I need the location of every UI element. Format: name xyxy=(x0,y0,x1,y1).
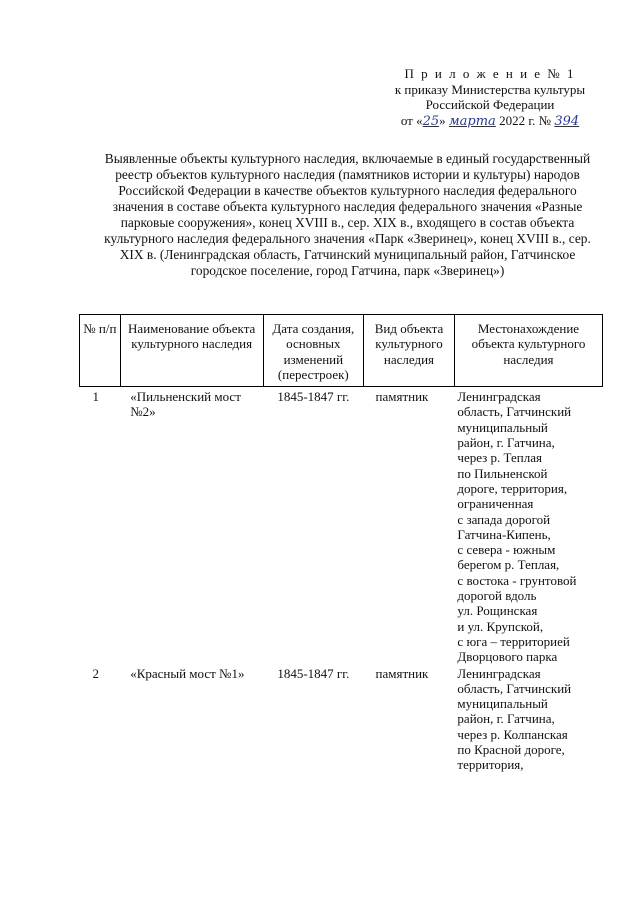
table-header-row xyxy=(80,315,603,387)
location-line: ограниченная xyxy=(457,496,534,512)
order-month-handwritten: марта xyxy=(448,113,496,129)
object-kind: памятник xyxy=(375,665,429,681)
object-name: «Красный мост №1» xyxy=(130,665,245,681)
order-number-handwritten: 394 xyxy=(554,113,580,129)
location-line: Ленинградская xyxy=(457,665,541,681)
location-line: дорогой вдоль xyxy=(457,588,537,604)
location-line: по Красной дороге, xyxy=(457,742,565,758)
order-mid: » xyxy=(439,112,449,128)
appendix-label: П р и л о ж е н и е № 1 xyxy=(404,66,576,81)
object-date: 1845-1847 гг. xyxy=(277,665,350,681)
object-location xyxy=(454,387,602,666)
location-line: и ул. Крупской, xyxy=(457,618,544,634)
order-date-number xyxy=(380,113,600,130)
appendix-order-ref: к приказу Министерства культуры xyxy=(394,81,586,97)
location-line: дороге, территория, xyxy=(457,480,568,496)
row-number: 2 xyxy=(92,665,99,681)
object-location xyxy=(454,666,602,774)
location-line: область, Гатчинский xyxy=(457,680,572,696)
appendix-header xyxy=(380,66,600,129)
location-line: через р. Теплая xyxy=(457,450,542,466)
location-line: муниципальный xyxy=(457,419,548,435)
header-name: Наименование объекта культурного наследия xyxy=(120,315,263,387)
table-row xyxy=(80,387,603,666)
heritage-objects-table xyxy=(79,314,603,774)
order-day-handwritten: 25 xyxy=(422,113,440,129)
header-location: Местонахождение объекта культурного наследия xyxy=(454,315,602,387)
location-line: по Пильненской xyxy=(457,465,548,481)
location-line: район, г. Гатчина, xyxy=(457,435,555,451)
location-line: с севера - южным xyxy=(457,542,556,558)
location-line: район, г. Гатчина, xyxy=(457,711,555,727)
location-line: с востока - грунтовой xyxy=(457,572,577,588)
location-line: Дворцового парка xyxy=(457,649,558,665)
document-title: Выявленные объекты культурного наследия, включаемые в единый государственный реестр объектов культурного наследия (памятников истории и культуры) народов Российской Федерации в качестве объектов культурного наследия федерального значения в составе объекта культурного наследия федерального значения «Разные парковые сооружения», конец XVIII в., сер. XIX в., входящего в состав объекта культурного наследия федерального значения «Парк «Зверинец», конец XVIII в., сер. XIX в. (Ленинградская область, Гатчинский муниципальный район, Гатчинское городское поселение, город Гатчина, парк «Зверинец») xyxy=(104,151,591,278)
object-date: 1845-1847 гг. xyxy=(277,389,350,405)
order-prefix: от « xyxy=(400,112,423,128)
location-line: ул. Рощинская xyxy=(457,603,538,619)
location-line: территория, xyxy=(457,757,524,773)
row-number: 1 xyxy=(92,389,99,405)
location-line: Гатчина-Кипень, xyxy=(457,526,551,542)
header-number: № п/п xyxy=(80,315,121,387)
object-name: «Пильненский мост №2» xyxy=(130,389,241,420)
appendix-ministry: Российской Федерации xyxy=(425,97,555,112)
location-line: с юга – территорией xyxy=(457,633,570,649)
location-line: с запада дорогой xyxy=(457,511,551,527)
table-row xyxy=(80,666,603,774)
location-line: область, Гатчинский xyxy=(457,404,572,420)
location-line: Ленинградская xyxy=(457,389,541,405)
header-date: Дата создания, основных изменений (перестроек) xyxy=(263,315,363,387)
location-line: через р. Колпанская xyxy=(457,726,568,742)
location-line: муниципальный xyxy=(457,696,548,712)
header-kind: Вид объекта культурного наследия xyxy=(364,315,455,387)
order-year: 2022 г. № xyxy=(495,112,555,128)
object-kind: памятник xyxy=(375,389,429,405)
location-line: берегом р. Теплая, xyxy=(457,557,560,573)
